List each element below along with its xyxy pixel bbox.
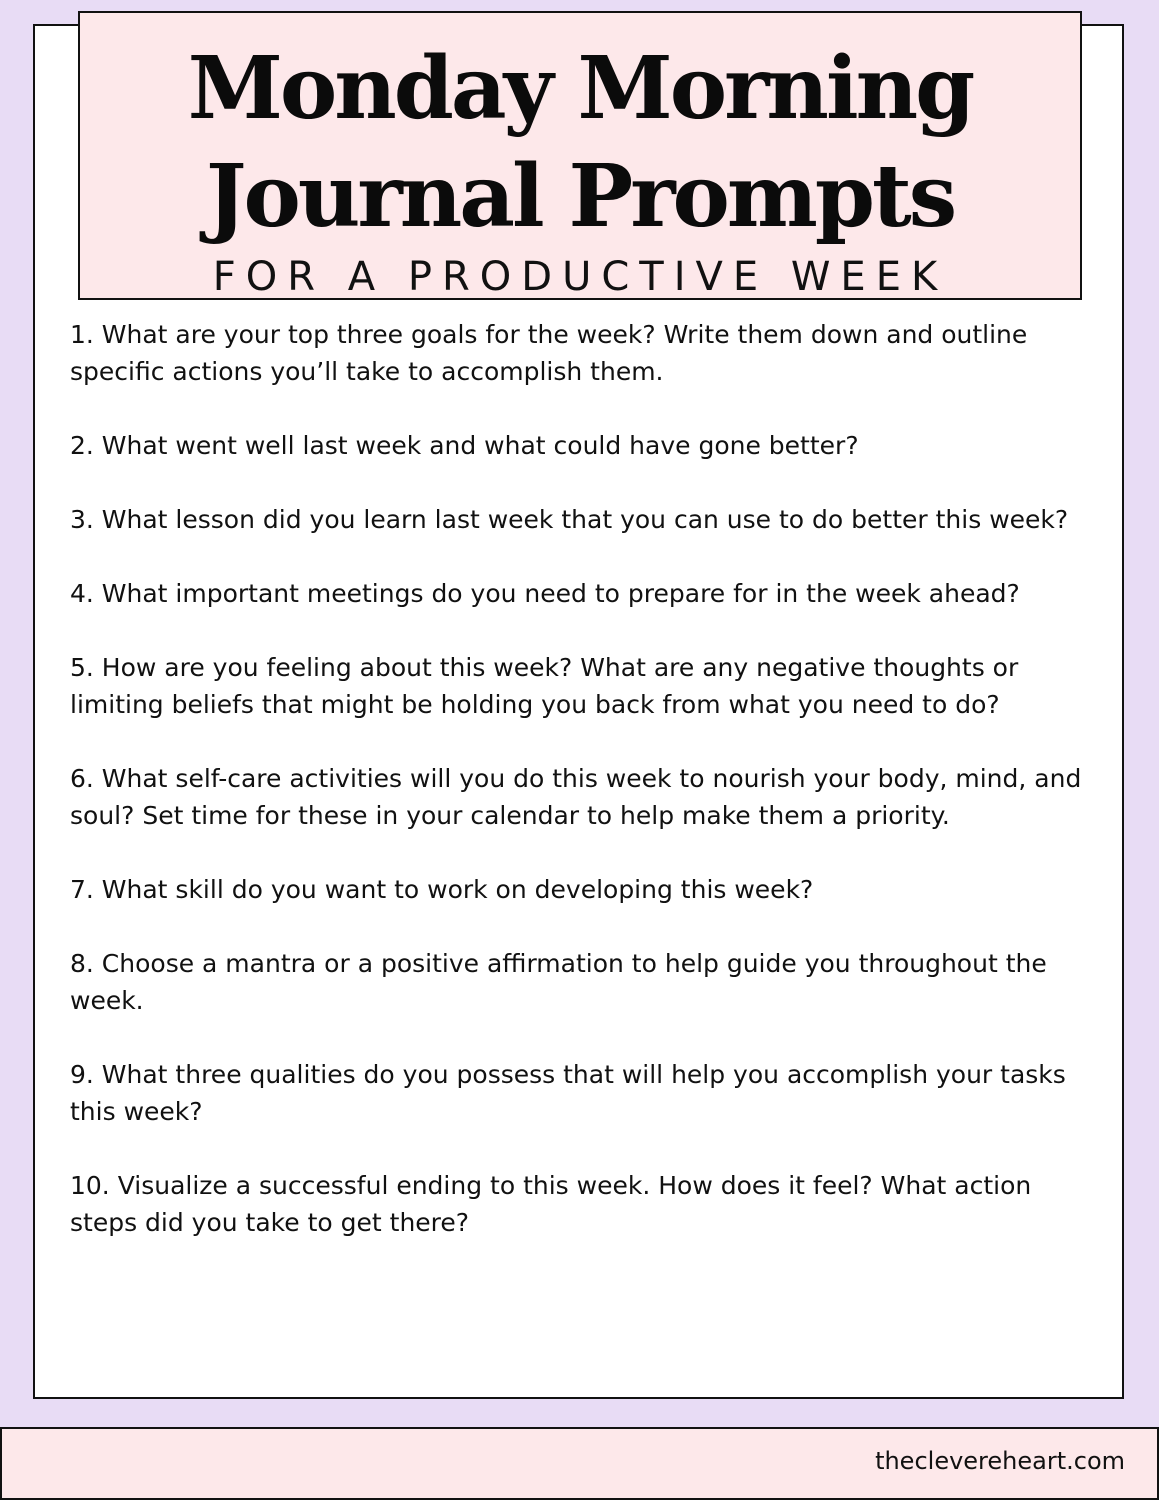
prompt-item-2: 2. What went well last week and what could have gone better?	[70, 431, 859, 460]
prompt-item-7: 7. What skill do you want to work on developing this week?	[70, 875, 814, 904]
prompt-item-8: 8. Choose a mantra or a positive affirmation to help guide you throughout the week.	[70, 949, 1047, 1015]
page-subtitle: FOR A PRODUCTIVE WEEK	[212, 254, 948, 300]
title-box	[78, 11, 1082, 300]
prompt-item-10: 10. Visualize a successful ending to this week. How does it feel? What action steps did you take to get there?	[70, 1171, 1032, 1237]
prompt-item-1: 1. What are your top three goals for the week? Write them down and outline specific actions you’ll take to accomplish them.	[70, 320, 1028, 386]
title-line-2: Journal Prompts	[205, 146, 955, 247]
prompt-item-5: 5. How are you feeling about this week? What are any negative thoughts or limiting beliefs that might be holding you back from what you need to do?	[70, 653, 1019, 719]
prompt-item-6: 6. What self-care activities will you do this week to nourish your body, mind, and soul? Set time for these in your calendar to help make them a priority.	[70, 764, 1082, 830]
prompt-item-4: 4. What important meetings do you need to prepare for in the week ahead?	[70, 579, 1020, 608]
page-title	[80, 13, 1080, 251]
footer-bar	[0, 1427, 1159, 1500]
prompt-item-9: 9. What three qualities do you possess that will help you accomplish your tasks this week?	[70, 1060, 1066, 1126]
title-line-1: Monday Morning	[187, 38, 973, 139]
prompt-list	[70, 316, 1095, 1278]
prompt-item-3: 3. What lesson did you learn last week that you can use to do better this week?	[70, 505, 1069, 534]
footer-website-link[interactable]: theclevereheart.com	[875, 1447, 1125, 1475]
